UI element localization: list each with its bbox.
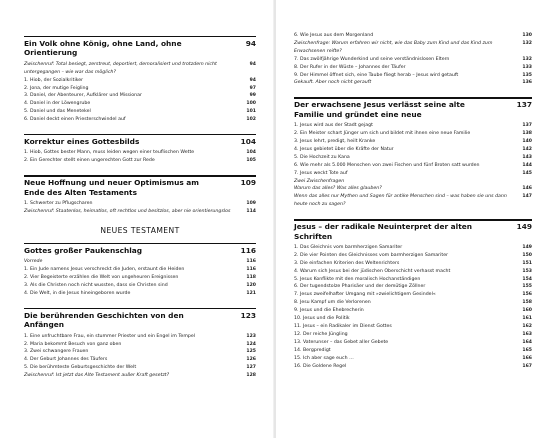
- toc-entry: [294, 162, 532, 170]
- entry-page: 146: [522, 186, 532, 192]
- entry-title: 6. Wie Jesus aus dem Morgenland: [294, 33, 374, 38]
- toc-list: [294, 32, 532, 87]
- toc-entry: [294, 146, 532, 154]
- entry-page: 116: [246, 259, 256, 265]
- section-rule: [24, 308, 256, 309]
- section-rule: [294, 97, 532, 98]
- entry-page: 133: [522, 64, 532, 70]
- toc-entry: [294, 72, 532, 80]
- toc-list: [294, 244, 532, 371]
- entry-title: 9. Der Himmel öffnet sich, eine Taube fliegt herab – Jesus wird getauft: [294, 72, 459, 78]
- entry-page: 154: [522, 276, 532, 282]
- toc-entry: [294, 40, 532, 56]
- entry-title: 10. Jesus und die Politik: [294, 316, 350, 322]
- toc-entry: [294, 355, 532, 363]
- entry-title: 2. Ein Gerechter stellt einen ungerechten Gott zur Rede: [24, 158, 155, 164]
- entry-page: 101: [246, 109, 256, 115]
- section-header: [294, 219, 532, 241]
- entry-page: 165: [522, 347, 532, 353]
- entry-page: 130: [522, 33, 532, 38]
- toc-entry: [294, 138, 532, 146]
- toc-entry: [24, 208, 256, 216]
- entry-page: 140: [522, 138, 532, 144]
- entry-title: 7. Das zwölfjährige Wunderkind und seine verständnislosen Eltern: [294, 56, 450, 62]
- entry-page: 167: [522, 363, 532, 369]
- left-column: [24, 32, 256, 380]
- section-header: [24, 308, 256, 330]
- toc-entry: [294, 363, 532, 371]
- toc-entry: [24, 116, 256, 124]
- entry-title: 11. Jesus – ein Radikaler im Dienst Gottes: [294, 324, 392, 329]
- entry-page: 132: [522, 56, 532, 62]
- entry-page: 102: [246, 117, 256, 123]
- entry-title: 4. Warum sich Jesus bei der jüdischen Oberschicht verhasst macht: [294, 268, 451, 274]
- toc-entry: [24, 333, 256, 341]
- entry-title: 2. Die vier Pointen des Gleichnisses vom barmherzigen Samariter: [294, 252, 449, 258]
- entry-title: 1. Eine unfruchtbare Frau, ein stummer Priester und ein Engel im Tempel: [24, 333, 196, 339]
- section-title: Ein Volk ohne König, ohne Land, ohne Orientierung: [24, 39, 182, 58]
- entry-page: 118: [246, 275, 256, 281]
- section-header: [24, 134, 256, 146]
- entry-page: 138: [522, 131, 532, 137]
- section-title: Die berührenden Geschichten von den Anfängen: [24, 310, 184, 330]
- section-page: 116: [240, 245, 256, 255]
- entry-title: 1. Hiob, der Sozialkritiker: [24, 77, 84, 83]
- toc-entry: [294, 252, 532, 260]
- entry-title: Zwischenruf: Ist jetzt das Alte Testament außer Kraft gesetzt?: [24, 373, 170, 379]
- section-title: Der erwachsene Jesus verlässt seine alte Familie und gründet eine neue: [294, 100, 465, 119]
- entry-title: 3. Zwei schwangere Frauen: [24, 349, 89, 355]
- section-rule: [294, 219, 532, 220]
- entry-title: 1. Ein Jude namens Jesus verschreckt die Juden, erstaunt die Heiden: [24, 267, 185, 273]
- toc-entry: [24, 372, 256, 380]
- entry-title: Zwischenfrage: Warum erfahren wir nicht, wie das Baby zum Kind und das Kind zum Erwachsenen reifte?: [294, 40, 493, 54]
- toc-entry: [24, 108, 256, 116]
- entry-page: 155: [522, 284, 532, 290]
- toc-entry: [294, 154, 532, 162]
- entry-title: 1. Das Gleichnis vom barmherzigen Samariter: [294, 244, 403, 250]
- toc-entry: [24, 85, 256, 93]
- entry-page: 124: [246, 341, 256, 347]
- entry-title: 5. Daniel und das Menetekel: [24, 109, 91, 115]
- entry-page: 127: [246, 365, 256, 371]
- toc-list: [294, 122, 532, 209]
- toc-list: [24, 200, 256, 216]
- toc-entry: [24, 77, 256, 85]
- entry-page: 164: [522, 339, 532, 345]
- entry-page: 105: [246, 158, 256, 164]
- toc-entry: [294, 185, 532, 193]
- section-rule: [24, 175, 256, 176]
- section-page: 123: [240, 310, 256, 320]
- toc-entry: [294, 315, 532, 323]
- toc-entry: [294, 79, 532, 87]
- entry-page: 132: [522, 40, 532, 46]
- entry-page: 104: [246, 150, 256, 156]
- entry-page: 160: [522, 308, 532, 314]
- entry-title: 3. Als die Christen noch nicht wussten, dass sie Christen sind: [24, 283, 168, 289]
- entry-page: 144: [522, 162, 532, 168]
- section-page: 94: [245, 39, 256, 48]
- entry-title: 7. Jesus weckt Tote auf: [294, 170, 348, 176]
- entry-page: 99: [249, 93, 256, 99]
- entry-page: 147: [522, 194, 532, 200]
- toc-entry: [294, 260, 532, 268]
- part-heading: NEUES TESTAMENT: [100, 225, 180, 235]
- entry-page: 94: [249, 61, 256, 67]
- section-header: [24, 175, 256, 197]
- section-rule: [24, 243, 256, 244]
- toc-entry: [294, 170, 532, 178]
- entry-title: 5. Jesus Konflikte mit den moralisch Hochanständigen: [294, 276, 421, 282]
- section-rule: [24, 36, 256, 37]
- entry-title: 4. Jesus gebietet über die Kräfte der Natur: [294, 146, 394, 152]
- section-header: [24, 243, 256, 255]
- entry-title: Wenn das alles nur Mythen und Sagen für antike Menschen sind – was haben sie uns dann heute noch zu sagen?: [294, 194, 507, 208]
- entry-title: 14. Bergpredigt: [294, 347, 331, 353]
- toc-entry: [294, 130, 532, 138]
- toc-list: [24, 149, 256, 165]
- toc-entry: [24, 258, 256, 266]
- toc-entry: [24, 290, 256, 298]
- entry-page: 94: [249, 77, 256, 83]
- entry-title: 4. Der Geburt Johannes des Täufers: [24, 357, 108, 363]
- entry-page: 135: [522, 72, 532, 78]
- toc-entry: [294, 283, 532, 291]
- entry-title: 2. Ein Meister schart Jünger um sich und bildet mit ihnen eine neue Familie: [294, 131, 471, 137]
- section-page: 109: [240, 178, 256, 188]
- toc-entry: [294, 331, 532, 339]
- toc-list: [24, 61, 256, 124]
- entry-title: 13. Vaterunser – das Gebet aller Gebete: [294, 339, 389, 345]
- entry-page: 161: [522, 316, 532, 322]
- entry-page: 125: [246, 349, 256, 355]
- entry-page: 97: [249, 85, 256, 91]
- entry-title: Zwischenruf: Total besiegt, zerstreut, deportiert, demoralisiert und trotzdem nicht untergegangen – wie war das möglich?: [24, 61, 217, 75]
- toc-entry: [24, 61, 256, 77]
- toc-list: [24, 258, 256, 298]
- toc-entry: [294, 56, 532, 64]
- entry-title: 4. Daniel in der Löwengrube: [24, 101, 91, 107]
- entry-title: 4. Die Welt, in die Jesus hineingeboren wurde: [24, 290, 131, 296]
- entry-page: 128: [246, 373, 256, 379]
- entry-page: 166: [522, 355, 532, 361]
- entry-page: 150: [522, 252, 532, 258]
- toc-entry: [294, 347, 532, 355]
- entry-title: 5. Die Hochzeit zu Kana: [294, 154, 350, 160]
- toc-entry: [294, 193, 532, 209]
- entry-title: Zwischenruf: Staatenlos, heimatlos, oft rechtlos und besitzlos, aber nie orientierungslos: [24, 209, 231, 214]
- entry-page: 126: [246, 357, 256, 363]
- entry-title: Zwei Zwischenfragen: [294, 178, 345, 184]
- entry-page: 156: [522, 292, 532, 298]
- toc-entry: [24, 200, 256, 208]
- section-title: Jesus – der radikale Neuinterpret der alten Schriften: [294, 222, 473, 241]
- toc-entry: [294, 307, 532, 315]
- toc-entry: [24, 341, 256, 349]
- entry-title: 1. Jesus wird aus der Stadt gejagt: [294, 123, 373, 129]
- toc-list: [24, 333, 256, 380]
- entry-page: 116: [246, 267, 256, 273]
- entry-title: Vorrede: [24, 259, 43, 265]
- toc-entry: [24, 100, 256, 108]
- entry-title: 1. Hiob, Gottes bester Mann, muss leiden wegen einer teuflischen Wette: [24, 150, 195, 156]
- toc-entry: [24, 266, 256, 274]
- entry-page: 123: [246, 333, 256, 339]
- section-page: 137: [516, 100, 532, 110]
- toc-entry: [294, 244, 532, 252]
- entry-title: 3. Die einfachen Kriterien des Weltenrichters: [294, 260, 400, 266]
- entry-page: 149: [522, 244, 532, 250]
- entry-title: 2. Jona, der mutige Feigling: [24, 85, 89, 91]
- toc-entry: [294, 323, 532, 331]
- toc-entry: [294, 291, 532, 299]
- section-title: Neue Hoffnung und neuer Optimismus am Ende des Alten Testaments: [24, 178, 199, 197]
- toc-entry: [24, 92, 256, 100]
- entry-page: 121: [246, 290, 256, 296]
- entry-page: 163: [522, 331, 532, 337]
- entry-title: 8. Jesu Kampf um die Verlorenen: [294, 300, 371, 306]
- entry-page: 136: [522, 80, 532, 86]
- entry-title: 6. Der tugendstolze Pharisäer und der demütige Zöllner: [294, 284, 426, 290]
- toc-entry: [24, 274, 256, 282]
- toc-entry: [24, 149, 256, 157]
- toc-entry: [24, 356, 256, 364]
- section-header: [24, 36, 256, 58]
- entry-title: Gekauft. Aber noch nicht gerauft: [294, 80, 372, 86]
- toc-entry: [24, 282, 256, 290]
- entry-page: 120: [246, 283, 256, 289]
- entry-page: 142: [522, 146, 532, 152]
- entry-title: 16. Die Goldene Regel: [294, 363, 347, 369]
- toc-entry: [24, 348, 256, 356]
- section-page: 149: [516, 222, 532, 232]
- entry-page: 158: [522, 300, 532, 306]
- entry-title: 7. Jesus zweifelhafter Umgang mit »zwielichtigem Gesindel«: [294, 292, 436, 298]
- toc-entry: [294, 299, 532, 307]
- entry-title: 1. Schwerter zu Pflugscharen: [24, 201, 93, 207]
- entry-page: 137: [522, 123, 532, 129]
- left-page: [0, 0, 274, 438]
- entry-title: 3. Daniel, der Abenteurer, Aufklärer und Missionar: [24, 93, 142, 99]
- entry-page: 151: [522, 260, 532, 266]
- entry-page: 114: [246, 209, 256, 214]
- section-header: [294, 97, 532, 119]
- section-title: Gottes großer Paukenschlag: [24, 245, 143, 255]
- right-column: [294, 32, 532, 370]
- entry-page: 109: [246, 201, 256, 207]
- entry-title: 12. Der reiche Jüngling: [294, 331, 348, 337]
- entry-title: 9. Jesus und die Ehebrecherin: [294, 308, 364, 314]
- entry-page: 162: [522, 324, 532, 329]
- section-title: Korrektur eines Gottesbilds: [24, 137, 140, 147]
- entry-title: 5. Die berühmteste Geburtsgeschichte der Welt: [24, 365, 137, 371]
- entry-title: 2. Vier Begeisterte erzählen die Welt von ungeheuren Ereignissen: [24, 275, 179, 281]
- entry-page: 100: [246, 101, 256, 107]
- toc-entry: [294, 64, 532, 72]
- toc-entry: [294, 276, 532, 284]
- toc-entry: [24, 364, 256, 372]
- toc-entry: [294, 32, 532, 40]
- right-page: [276, 0, 550, 438]
- toc-entry: [294, 122, 532, 130]
- entry-title: 15. Ich aber sage euch …: [294, 355, 354, 361]
- entry-title: 2. Maria bekommt Besuch von ganz oben: [24, 341, 122, 347]
- entry-page: 145: [522, 170, 532, 176]
- toc-entry: [294, 268, 532, 276]
- toc-entry: [24, 157, 256, 165]
- entry-page: 143: [522, 154, 532, 160]
- section-rule: [24, 134, 256, 135]
- entry-title: 3. Jesus lehrt, predigt, heilt Kranke: [294, 138, 376, 144]
- entry-page: 153: [522, 268, 532, 274]
- entry-title: 6. Wie mehr als 5.000 Menschen von zwei Fischen und fünf Broten satt wurden: [294, 162, 480, 168]
- entry-title: Warum das alles? Was alles glauben?: [294, 186, 382, 192]
- entry-title: 6. Daniel deckt einen Priesterschwindel auf: [24, 117, 126, 123]
- entry-title: 8. Der Rufer in der Wüste – Johannes der Täufer: [294, 64, 406, 70]
- toc-entry: [294, 339, 532, 347]
- toc-entry: [294, 178, 532, 186]
- section-page: 104: [240, 137, 256, 147]
